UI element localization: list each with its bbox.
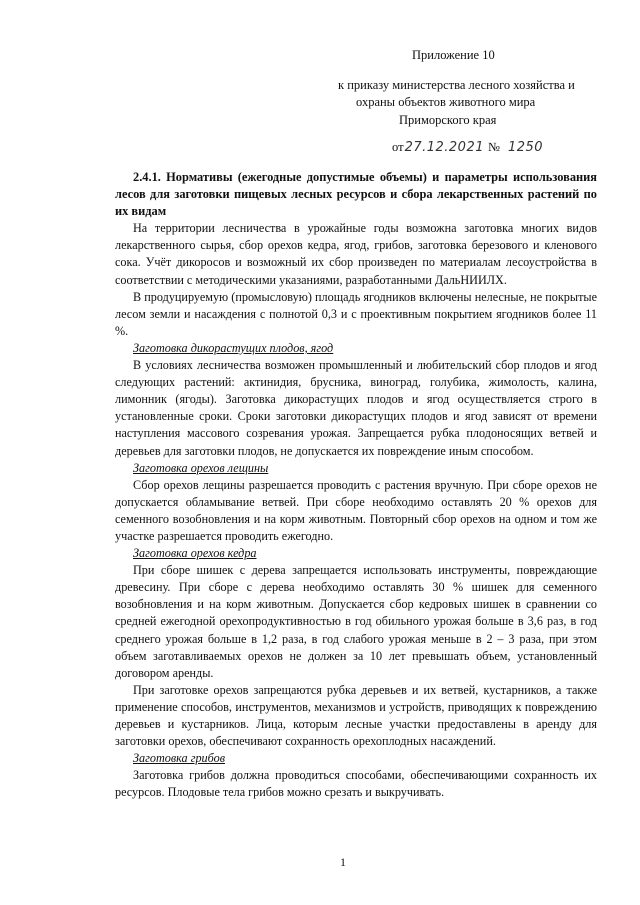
intro-paragraph: На территории лесничества в урожайные годы возможна заготовка многих видов лекарственного сырья, сбор орехов кедра, ягод, грибов, заготовка березового и кленового сока. Учёт дикоросов и возможный их сбор произведен по материалам лесоустройства в соответствии с методическими указаниями, разработанными ДальНИИЛХ. <box>115 221 597 287</box>
handwritten-date: 27.12.2021 <box>404 140 484 155</box>
order-reference-line-2: охраны объектов животного мира <box>356 95 536 109</box>
date-prefix: от <box>392 140 404 154</box>
order-reference-line-3: Приморского края <box>399 113 497 127</box>
cedar-subheading: Заготовка орехов кедра <box>133 546 257 561</box>
hazel-paragraph: Сбор орехов лещины разрешается проводить с растения вручную. При сборе орехов не допускается обламывание ветвей. При сборе необходимо оставлять 20 % орехов для семенного возобновления и на корм животным. Повторный сбор орехов на одном и том же участке разрешается проводить ежегодно. <box>115 477 597 543</box>
cedar-paragraph: При сборе шишек с дерева запрещается использовать инструменты, повреждающие древесину. При сборе с дерева необходимо оставлять 30 % шишек для семенного возобновления и на корм животным. Допускается сбор кедровых шишек в сравнении со средней ежегодной орехопродуктивностью в год обильного урожая больше в 3,6 раз, в год среднего урожая больше в 1,2 раза, в год слабого урожая меньше в 2 – 3 раза, при этом объем заготавливаемых орехов не должен за 10 лет превышать объем, установленный договором аренды. <box>115 563 597 680</box>
cedar-paragraph: При заготовке орехов запрещаются рубка деревьев и их ветвей, кустарников, а также применение способов, инструментов, механизмов и устройств, приводящих к повреждению деревьев и кустарников. Лица, которым лесные участки предоставлены в аренду для заготовки орехов, обеспечивают сохранность орехоплодных насаждений. <box>115 682 597 749</box>
hazel-subheading: Заготовка орехов лещины <box>133 460 269 475</box>
document-body <box>115 169 597 801</box>
mushroom-subheading: Заготовка грибов <box>133 751 225 766</box>
fruits-paragraph: В условиях лесничества возможен промышленный и любительский сбор плодов и ягод следующих растений: актинидия, брусника, виноград, голубика, жимолость, калина, лимонник (ягоды). Заготовка дикорастущих плодов и ягод осуществляется строго в установленные сроки. Сроки заготовки дикорастущих плодов и ягод зависят от времени наступления массового созревания урожая. Запрещается рубка плодоносящих ветвей и деревьев для заготовки плодов, не допускается их повреждение иным способом. <box>115 358 597 458</box>
fruits-subheading: Заготовка дикорастущих плодов, ягод <box>133 340 334 355</box>
appendix-label: Приложение 10 <box>412 48 495 62</box>
order-date-line <box>392 139 543 156</box>
section-title: 2.4.1. Нормативы (ежегодные допустимые объемы) и параметры использования лесов для заготовки пищевых лесных ресурсов и сбора лекарственных растений по их видам <box>115 170 597 219</box>
order-reference-line-1: к приказу министерства лесного хозяйства и <box>338 78 575 92</box>
number-prefix: № <box>488 140 500 154</box>
handwritten-order-number: 1250 <box>507 140 544 155</box>
mushroom-paragraph: Заготовка грибов должна проводиться способами, обеспечивающими сохранность их ресурсов. Плодовые тела грибов можно срезать и выкручивать. <box>115 768 597 800</box>
intro-paragraph: В продуцируемую (промысловую) площадь ягодников включены нелесные, не покрытые лесом земли и насаждения с полнотой 0,3 и с проективным покрытием ягодников более 11 %. <box>115 289 597 338</box>
page-number: 1 <box>340 855 346 869</box>
